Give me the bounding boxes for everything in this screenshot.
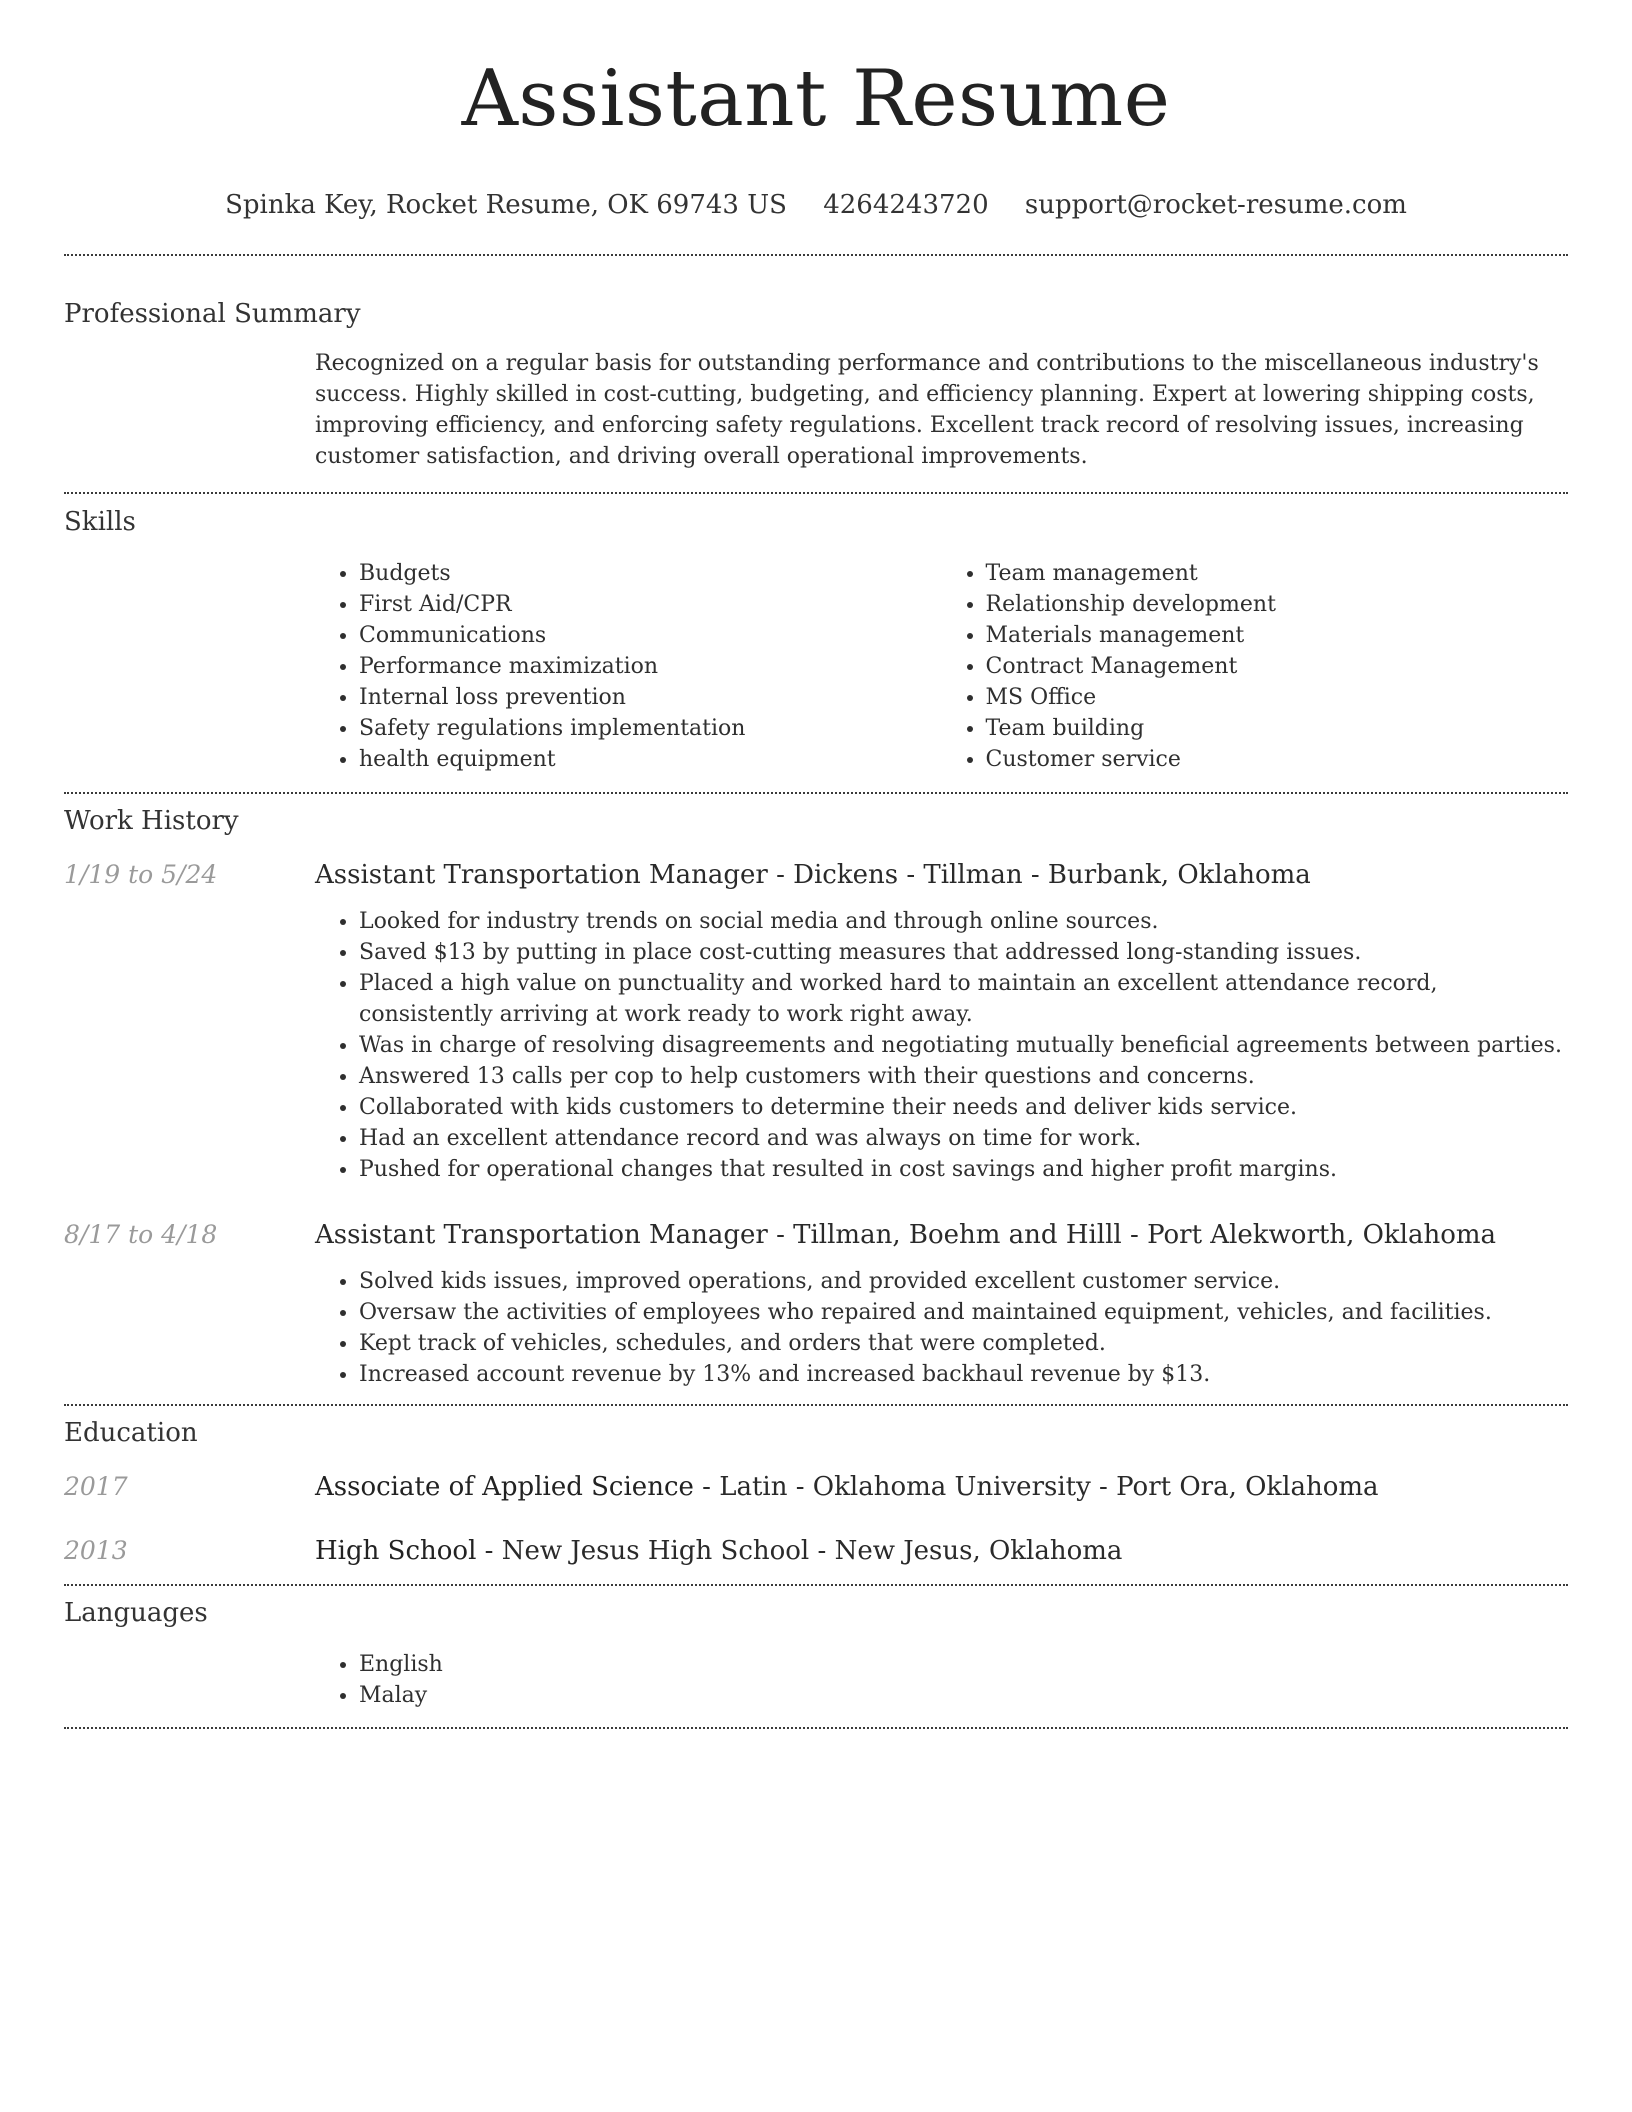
job-bullet: • Answered 13 calls per cop to help customers with their questions and concerns. [359,1061,1568,1092]
summary-heading: Professional Summary [64,299,361,330]
languages-section [64,1586,1568,1711]
skill-item: • Budgets [359,558,942,589]
skill-item: • Performance maximization [359,651,942,682]
job-bullet: • Was in charge of resolving disagreements and negotiating mutually beneficial agreements between parties. [359,1030,1568,1061]
contact-address: Spinka Key, Rocket Resume, OK 69743 US [225,190,787,221]
job-duties [315,1266,1568,1390]
language-item: • Malay [359,1680,1568,1711]
job-bullet: • Placed a high value on punctuality and worked hard to maintain an excellent attendance record, consistently arriving at work ready to work right away. [359,968,1568,1030]
education-year: 2017 [64,1472,128,1502]
work-section [64,794,1568,1390]
skill-item: • Team management [986,558,1569,589]
job-bullet: • Increased account revenue by 13% and increased backhaul revenue by $13. [359,1359,1568,1390]
skill-item: • MS Office [986,682,1569,713]
contact-phone: 4264243720 [823,190,989,221]
job-bullet-list [315,906,1568,1185]
job-bullet: • Kept track of vehicles, schedules, and orders that were completed. [359,1328,1568,1359]
job-title: Assistant Transportation Manager - Tillman, Boehm and Hilll - Port Alekworth, Oklahoma [315,1220,1497,1251]
skill-item: • Relationship development [986,589,1569,620]
education-year: 2013 [64,1536,128,1566]
resume-title: Assistant Resume [461,54,1171,144]
resume-page [64,0,1568,1729]
divider [64,1727,1568,1729]
skill-item: • Customer service [986,744,1569,775]
job-bullet: • Solved kids issues, improved operations, and provided excellent customer service. [359,1266,1568,1297]
education-school: - Latin - Oklahoma University - Port Ora, Oklahoma [693,1472,1379,1503]
summary-text: Recognized on a regular basis for outstanding performance and contributions to the miscellaneous industry's success. Highly skilled in cost-cutting, budgeting, and efficiency planning. Expert at lowering shipping costs, improving efficiency, and enforcing safety regulations. Excellent track record of resolving issues, increasing customer satisfaction, and driving overall operational improvements. [315,351,1539,470]
skill-item: • Internal loss prevention [359,682,942,713]
education-entry [64,1472,1568,1502]
education-school: - New Jesus High School - New Jesus, Oklahoma [476,1536,1123,1567]
skill-item: • First Aid/CPR [359,589,942,620]
education-section [64,1406,1568,1566]
job-bullet: • Pushed for operational changes that resulted in cost savings and higher profit margins. [359,1154,1568,1185]
skills-column-right [942,558,1569,775]
language-bullet-list [315,1649,1568,1711]
education-detail [315,1472,1379,1502]
job-bullet: • Collaborated with kids customers to determine their needs and deliver kids service. [359,1092,1568,1123]
job-bullet-list [315,1266,1568,1390]
skills-section [64,494,1568,775]
job-title: Assistant Transportation Manager - Dickens - Tillman - Burbank, Oklahoma [315,860,1311,891]
job-bullet: • Had an excellent attendance record and was always on time for work. [359,1123,1568,1154]
contact-email: support@rocket-resume.com [1024,190,1407,221]
skill-item: • Communications [359,620,942,651]
skill-item: • Materials management [986,620,1569,651]
work-heading: Work History [64,806,239,837]
job-bullet: • Saved $13 by putting in place cost-cutting measures that addressed long-standing issues. [359,937,1568,968]
job-duties [315,906,1568,1185]
skill-item: • Contract Management [986,651,1569,682]
languages-list [315,1649,1568,1711]
summary-section [64,256,1568,472]
education-degree: Associate of Applied Science [315,1472,694,1503]
job-dates: 8/17 to 4/18 [64,1220,218,1250]
skills-column-left [315,558,942,775]
job-entry [64,1220,1568,1250]
education-degree: High School [315,1536,477,1567]
skill-item: • Safety regulations implementation [359,713,942,744]
job-dates: 1/19 to 5/24 [64,860,218,890]
job-bullet: • Looked for industry trends on social media and through online sources. [359,906,1568,937]
education-entry [64,1536,1568,1566]
skills-heading: Skills [64,507,136,538]
language-item: • English [359,1649,1568,1680]
contact-line [64,190,1568,220]
skills-list [315,558,1568,775]
languages-heading: Languages [64,1598,208,1629]
skill-item: • Team building [986,713,1569,744]
job-entry [64,860,1568,890]
skill-item: • health equipment [359,744,942,775]
education-heading: Education [64,1418,198,1449]
job-bullet: • Oversaw the activities of employees who repaired and maintained equipment, vehicles, and facilities. [359,1297,1568,1328]
education-detail [315,1536,1122,1566]
